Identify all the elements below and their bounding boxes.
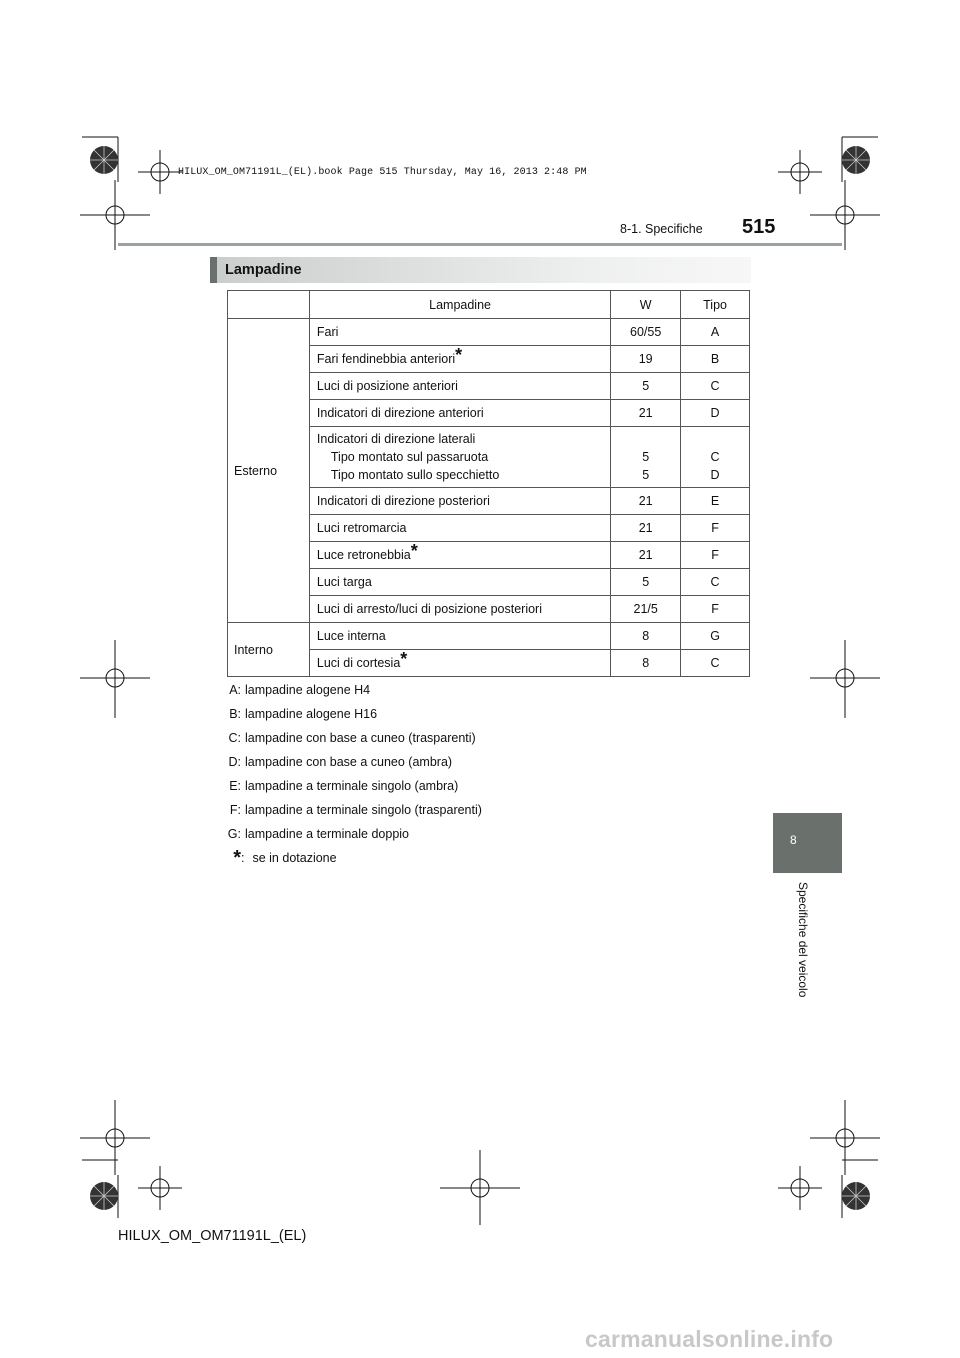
footnote-text: se in dotazione <box>252 851 337 865</box>
table-row <box>228 623 750 650</box>
bulb-type: B <box>681 346 750 373</box>
bulb-name-cell <box>309 650 610 677</box>
bulb-type: D <box>710 468 720 482</box>
bulb-name: Indicatori di direzione anteriori <box>309 400 610 427</box>
heading-text: Lampadine <box>225 262 302 278</box>
legend-key: C: <box>228 731 241 745</box>
document-code: HILUX_OM_OM71191L_(EL) <box>118 1228 307 1244</box>
bulb-watt-cell <box>611 427 681 488</box>
bulb-name: Indicatori di direzione posteriori <box>309 488 610 515</box>
type-legend <box>210 683 482 875</box>
bulb-type: G <box>681 623 750 650</box>
table-row <box>228 319 750 346</box>
bulb-name: Luci retromarcia <box>309 515 610 542</box>
bulb-type: E <box>681 488 750 515</box>
column-header-group <box>228 291 310 319</box>
legend-item <box>210 779 482 803</box>
book-info: HILUX_OM_OM71191L_(EL).book Page 515 Thursday, May 16, 2013 2:48 PM <box>178 167 587 178</box>
legend-item <box>210 755 482 779</box>
bulb-type: C <box>681 569 750 596</box>
bulb-type: C <box>681 373 750 400</box>
bulb-name: Luce interna <box>309 623 610 650</box>
bulb-subtype: Tipo montato sul passaruota <box>330 450 489 464</box>
heading-marker <box>210 257 217 283</box>
bulb-type-cell <box>681 427 750 488</box>
footnote <box>210 847 482 875</box>
table-header-row <box>228 291 750 319</box>
header-rule <box>118 243 842 246</box>
bulb-name: Luci targa <box>309 569 610 596</box>
page-number: 515 <box>742 216 776 238</box>
bulb-name: Luce retronebbia <box>316 548 411 563</box>
bulb-watt: 21 <box>611 542 681 569</box>
bulb-watt: 21 <box>611 515 681 542</box>
bulb-name: Luci di arresto/luci di posizione posteriori <box>309 596 610 623</box>
bulb-type: F <box>681 542 750 569</box>
chapter-label: Specifiche del veicolo <box>796 882 810 998</box>
optional-star: * <box>410 540 418 561</box>
bulb-type: F <box>681 596 750 623</box>
bulb-type: C <box>710 450 720 464</box>
bulb-watt: 5 <box>642 450 650 464</box>
bulb-watt: 19 <box>611 346 681 373</box>
bulb-name-cell <box>309 346 610 373</box>
footnote-colon: : <box>241 851 245 865</box>
bulb-watt: 21 <box>611 400 681 427</box>
section-heading <box>210 257 751 283</box>
section-title: 8-1. Specifiche <box>620 222 703 236</box>
bulb-type: D <box>681 400 750 427</box>
bulb-watt: 21 <box>611 488 681 515</box>
bulb-watt: 8 <box>611 623 681 650</box>
column-header-watt: W <box>611 291 681 319</box>
footnote-mark: * <box>233 847 241 869</box>
legend-item <box>210 683 482 707</box>
bulb-type: F <box>681 515 750 542</box>
optional-star: * <box>455 344 463 365</box>
column-header-bulbs: Lampadine <box>309 291 610 319</box>
bulb-subtype: Tipo montato sullo specchietto <box>330 468 500 482</box>
legend-key: F: <box>229 803 241 817</box>
legend-item <box>210 731 482 755</box>
optional-star: * <box>400 648 408 669</box>
legend-item <box>210 803 482 827</box>
chapter-number: 8 <box>790 833 797 847</box>
legend-key: G: <box>227 827 241 841</box>
group-exterior: Esterno <box>228 319 310 623</box>
legend-key: E: <box>229 779 241 793</box>
legend-key: A: <box>229 683 241 697</box>
bulb-name: Fari fendinebbia anteriori <box>316 352 456 367</box>
bulb-watt: 8 <box>611 650 681 677</box>
legend-key: D: <box>228 755 241 769</box>
bulb-name: Fari <box>309 319 610 346</box>
bulbs-table <box>227 290 750 677</box>
bulb-watt: 5 <box>642 468 650 482</box>
legend-text: lampadine con base a cuneo (ambra) <box>245 755 453 769</box>
legend-key: B: <box>229 707 241 721</box>
legend-text: lampadine a terminale doppio <box>245 827 409 841</box>
bulb-name: Indicatori di direzione laterali <box>316 432 476 446</box>
bulb-type: C <box>681 650 750 677</box>
bulb-watt: 60/55 <box>611 319 681 346</box>
bulb-watt: 5 <box>611 373 681 400</box>
group-interior: Interno <box>228 623 310 677</box>
watermark: carmanualsonline.info <box>585 1326 834 1352</box>
column-header-type: Tipo <box>681 291 750 319</box>
chapter-tab <box>773 813 842 873</box>
legend-text: lampadine a terminale singolo (trasparenti) <box>245 803 482 817</box>
bulb-type: A <box>681 319 750 346</box>
bulb-watt: 21/5 <box>611 596 681 623</box>
legend-text: lampadine alogene H4 <box>245 683 371 697</box>
bulb-name-cell <box>309 542 610 569</box>
bulb-watt: 5 <box>611 569 681 596</box>
bulb-name: Luci di cortesia <box>316 656 401 671</box>
legend-text: lampadine con base a cuneo (trasparenti) <box>245 731 476 745</box>
legend-text: lampadine alogene H16 <box>245 707 378 721</box>
legend-item <box>210 707 482 731</box>
legend-item <box>210 827 482 851</box>
bulb-name: Luci di posizione anteriori <box>309 373 610 400</box>
legend-text: lampadine a terminale singolo (ambra) <box>245 779 459 793</box>
bulb-name-cell <box>309 427 610 488</box>
